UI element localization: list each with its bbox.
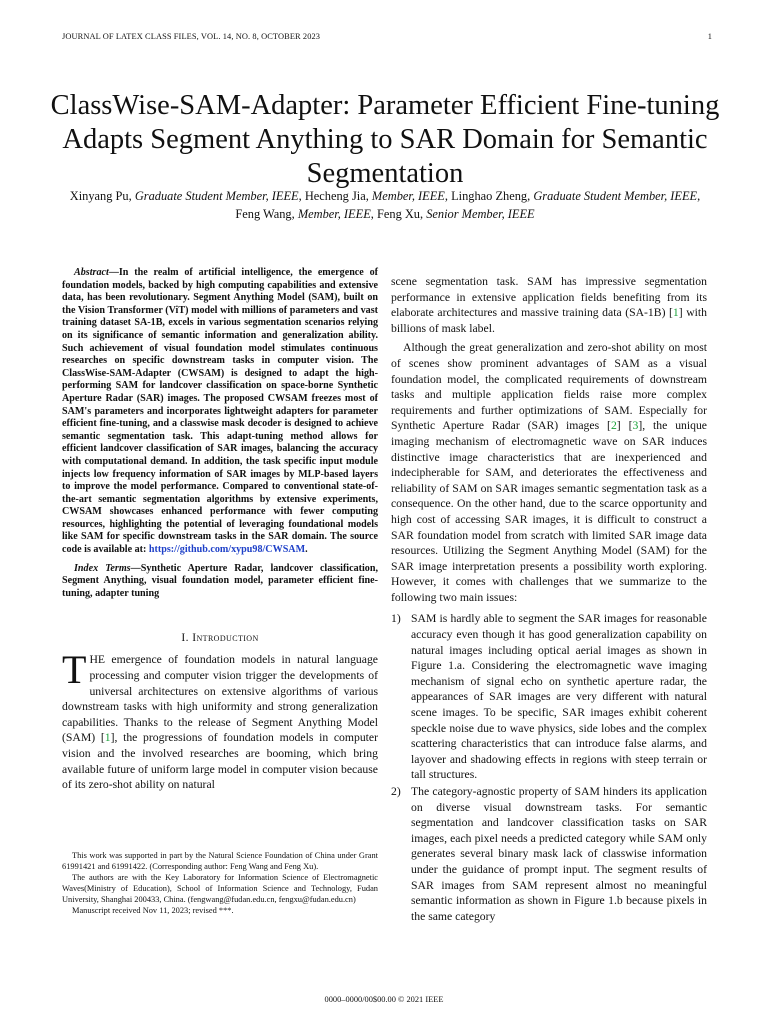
abstract-end: . bbox=[305, 544, 308, 556]
author-name: Hecheng Jia bbox=[304, 189, 366, 203]
citation-link[interactable]: 3 bbox=[632, 419, 639, 433]
author-list: Xinyang Pu, Graduate Student Member, IEEE, Hecheng Jia, Member, IEEE, Linghao Zheng, Graduate Student Member, IEEE, Feng Wang, Member, IEEE, Feng Xu, Senior Member, IEEE bbox=[69, 189, 701, 221]
text-run: ] [ bbox=[616, 419, 633, 433]
citation-link[interactable]: 2 bbox=[610, 419, 617, 433]
author-name: Feng Xu bbox=[376, 207, 421, 221]
author-name: Feng Wang bbox=[235, 207, 292, 221]
intro-paragraph bbox=[62, 647, 378, 792]
source-code-link[interactable]: https://github.com/xypu98/CWSAM bbox=[148, 544, 306, 556]
right-column bbox=[391, 274, 707, 925]
body-paragraph bbox=[391, 274, 707, 336]
list-item-text: SAM is hardly able to segment the SAR images for reasonable accuracy even though it has good generalization capability on natural images including optical aerial images as shown in Figure 1.a. Considering the electromagnetic wave imaging mechanism of signal echo on synthetic aperture radar, the appearances of SAR images are very different with natural scene images. To be specific, SAR images exhibit coherent speckle noise due to wave physics, side lobes and the complex scattering characteristics that can introduce false alarms, and layover and shadowing effects in regions with steep terrain or tall structures. bbox=[411, 612, 707, 782]
funding-note: This work was supported in part by the Natural Science Foundation of China under Grant 61991421 and 61991422. (Corresponding author: Feng Wang and Feng Xu). bbox=[62, 851, 378, 871]
abstract: Abstract—In the realm of artificial intelligence, the emergence of foundation models, backed by high computing capabilities and extensive data, has been revolutionary. Segment Anything Model (SAM), built on the Vision Transformer (ViT) model with millions of parameters and vast training dataset SA-1B, excels in various segmentation scenarios relying on its significance of semantic information and generalization ability. Such achievement of visual foundation model stimulates continuous researches on specific downstream tasks in computer vision. The ClassWise-SAM-Adapter (CWSAM) is designed to adapt the high-performing SAM for landcover classification on space-borne Synthetic Aperture Radar (SAR) images. The proposed CWSAM freezes most of SAM's parameters and incorporates lightweight adapters for parameter efficient fine-tuning, and a classwise mask decoder is designed to achieve semantic segmentation task. This adapt-tuning method allows for efficient landcover classification of SAR images, balancing the accuracy with computational demand. In addition, the task specific input module injects low frequency information of SAR images by MLP-based layers to improve the model performance. Compared to conventional state-of-the-art semantic segmentation algorithms by extensive experiments, CWSAM showcases enhanced performance with fewer computing resources, highlighting the potential of leveraging foundational models like SAM for specific downstream tasks in the SAR domain. The source code is available at: https://github.com/xypu98/CWSAM. bbox=[62, 267, 378, 556]
affiliation-note: The authors are with the Key Laboratory for Information Science of Electromagnetic Waves(Ministry of Education), School of Information Science and Technology, Fudan University, Shanghai 200433, China. (fengwang@fudan.edu.cn, fengxu@fudan.edu.cn) bbox=[62, 872, 378, 904]
section-heading bbox=[62, 631, 378, 644]
author-role: Graduate Student Member, IEEE bbox=[134, 189, 299, 203]
index-terms-text: Synthetic Aperture Radar, landcover classification, Segment Anything, visual foundation model, parameter efficient fine-tuning, adapter tuning bbox=[62, 562, 378, 599]
abstract-text: In the realm of artificial intelligence, the emergence of foundation models, backed by high computing capabilities and extensive data, has been revolutionary. Segment Anything Model (SAM), built on the Vision Transformer (ViT) model with millions of parameters and vast training dataset SA-1B, excels in various segmentation scenarios relying on its significance of semantic information and generalization ability. Such achievement of visual foundation model stimulates continuous researches on specific downstream tasks in computer vision. The ClassWise-SAM-Adapter (CWSAM) is designed to adapt the high-performing SAM for landcover classification on space-borne Synthetic Aperture Radar (SAR) images. The proposed CWSAM freezes most of SAM's parameters and incorporates lightweight adapters for parameter efficient fine-tuning, and a classwise mask decoder is designed to achieve semantic segmentation task. This adapt-tuning method allows for efficient landcover classification of SAR images, balancing the accuracy with computational demand. In addition, the task specific input module injects low frequency information of SAR images by MLP-based layers to improve the model performance. Compared to conventional state-of-the-art semantic segmentation algorithms by extensive experiments, CWSAM showcases enhanced performance with fewer computing resources, highlighting the potential of leveraging foundational models like SAM for specific downstream tasks in the SAR domain. The source code is available at: bbox=[62, 267, 378, 556]
list-number: 2) bbox=[391, 785, 401, 798]
first-word: HE bbox=[89, 653, 106, 667]
manuscript-note: Manuscript received Nov 11, 2023; revised ***. bbox=[72, 905, 234, 915]
list-item bbox=[391, 784, 707, 924]
index-terms: Index Terms—Synthetic Aperture Radar, landcover classification, Segment Anything, visual foundation model, parameter efficient fine-tuning, adapter tuning bbox=[62, 562, 378, 599]
issue-list bbox=[391, 611, 707, 924]
text-run: ] with billions of mask label. bbox=[391, 306, 707, 335]
journal-name: JOURNAL OF LATEX CLASS FILES, VOL. 14, NO. 8, OCTOBER 2023 bbox=[62, 32, 321, 41]
list-item-text: The category-agnostic property of SAM hinders its application on diverse visual downstream tasks. For semantic segmentation and landcover classification tasks on SAR images, each pixel needs a predicted category while SAM only generates several binary mask lack of classwise information under the guidance of prompt input. The segment results of SAR images from SAM represent almost no meaningful semantic information as shown in Figure 1.b because pixels in the same category bbox=[411, 785, 707, 923]
abstract-lead: Abstract bbox=[74, 267, 109, 278]
drop-cap: T bbox=[62, 647, 87, 693]
list-item bbox=[391, 611, 707, 783]
text-run: Although the great generalization and zero-shot ability on most of scenes show prominent advantages of SAM as a visual foundation model, the complicated requirements of downstream tasks and multiple application fields raise more complex requirements and further optimizations of SAM. Especially for Synthetic Aperture Radar (SAR) images [ bbox=[391, 341, 707, 433]
body-paragraph bbox=[391, 340, 707, 605]
author-name: Xinyang Pu bbox=[69, 189, 129, 203]
intro-text-cont: ], the progressions of foundation models in computer vision and the involved researches are booming, which bring available future of uniform large model in computer vision because of its zero-shot ability on natural bbox=[62, 731, 378, 792]
page-number: 1 bbox=[707, 32, 712, 41]
footnotes bbox=[62, 851, 378, 916]
index-terms-lead: Index Terms bbox=[74, 562, 131, 574]
running-header bbox=[62, 32, 712, 41]
text-run: ], the unique imaging mechanism of electromagnetic wave on SAR induces distinctive image characteristics that are inexperienced and indecipherable for SAM, and deteriorates the effectiveness and reliability of SAM on SAR images semantic segmentation task as a consequence. On the other hand, due to the scarce opportunity and high cost of accessing SAR images, it is difficult to construct a SAR foundation model from scratch with limited SAR image data resources. Utilizing the Segment Anything Model (SAM) for the SAR image interpretation presents a possibility worth exploring. However, it comes with challenges that we summarize to the following two main issues: bbox=[391, 419, 707, 604]
section-title: Introduction bbox=[192, 631, 259, 645]
author-role: Member, IEEE bbox=[297, 207, 371, 221]
citation-link[interactable]: 1 bbox=[104, 731, 111, 745]
text-run: scene segmentation task. SAM has impressive segmentation performance in extensive application fields benefiting from its elaborate architectures and massive training data (SA-1B) [ bbox=[391, 275, 707, 320]
left-column bbox=[62, 267, 378, 793]
section-number: I. bbox=[181, 631, 189, 645]
list-number: 1) bbox=[391, 612, 401, 626]
author-role: Member, IEEE bbox=[371, 189, 445, 203]
intro-text: emergence of foundation models in natural language processing and computer vision trigger the developments of universal architectures on extensive algorithms of various downstream tasks with high uniformity and strong generalization capabilities. Thanks to the release of Segment Anything Model (SAM) [ bbox=[62, 653, 378, 745]
page-footer: 0000–0000/00$00.00 © 2021 IEEE bbox=[324, 995, 444, 1004]
author-name: Linghao Zheng bbox=[451, 189, 528, 203]
author-role: Graduate Student Member, IEEE bbox=[533, 189, 698, 203]
author-role: Senior Member, IEEE bbox=[426, 207, 535, 221]
citation-link[interactable]: 1 bbox=[672, 306, 679, 320]
paper-title: ClassWise-SAM-Adapter: Parameter Efficient Fine-tuning Adapts Segment Anything to SAR Domain for Semantic Segmentation bbox=[50, 90, 720, 190]
